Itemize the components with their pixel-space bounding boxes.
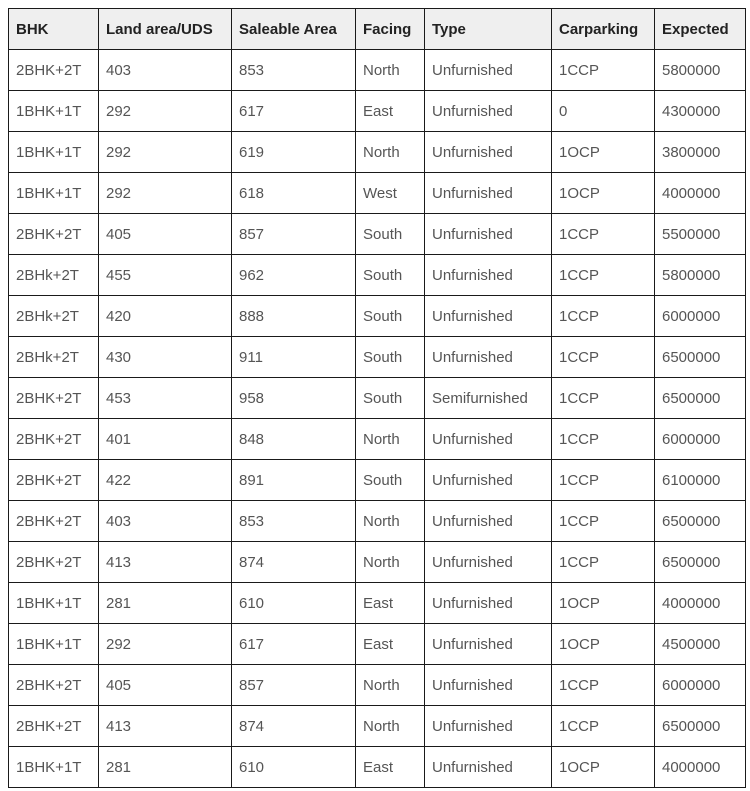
saleable-area-cell: 618 [232,173,356,214]
facing-cell: North [356,706,425,747]
expected-cell: 6500000 [655,337,746,378]
carparking-cell: 1OCP [552,747,655,788]
table-row [9,50,746,91]
bhk-cell: 1BHK+1T [9,624,99,665]
bhk-cell: 2BHk+2T [9,255,99,296]
table-row [9,296,746,337]
type-cell: Unfurnished [425,665,552,706]
land-area-cell: 292 [99,173,232,214]
carparking-cell: 1CCP [552,337,655,378]
saleable-area-cell: 891 [232,460,356,501]
expected-cell: 6100000 [655,460,746,501]
saleable-area-cell: 874 [232,542,356,583]
carparking-cell: 1OCP [552,173,655,214]
bhk-cell: 2BHK+2T [9,501,99,542]
header-row [9,9,746,50]
carparking-cell: 1CCP [552,419,655,460]
carparking-cell: 1CCP [552,460,655,501]
header-type: Type [425,9,552,50]
type-cell: Unfurnished [425,747,552,788]
bhk-cell: 2BHK+2T [9,665,99,706]
expected-cell: 6000000 [655,419,746,460]
carparking-cell: 1CCP [552,706,655,747]
land-area-cell: 413 [99,706,232,747]
bhk-cell: 1BHK+1T [9,173,99,214]
table-row [9,747,746,788]
saleable-area-cell: 888 [232,296,356,337]
bhk-cell: 2BHk+2T [9,296,99,337]
facing-cell: East [356,747,425,788]
type-cell: Unfurnished [425,255,552,296]
table-row [9,542,746,583]
land-area-cell: 403 [99,501,232,542]
carparking-cell: 1OCP [552,132,655,173]
expected-cell: 4000000 [655,583,746,624]
bhk-cell: 2BHK+2T [9,378,99,419]
type-cell: Unfurnished [425,542,552,583]
bhk-cell: 2BHK+2T [9,214,99,255]
header-expected: Expected [655,9,746,50]
type-cell: Unfurnished [425,214,552,255]
land-area-cell: 292 [99,624,232,665]
land-area-cell: 420 [99,296,232,337]
type-cell: Unfurnished [425,583,552,624]
facing-cell: South [356,378,425,419]
saleable-area-cell: 874 [232,706,356,747]
facing-cell: South [356,337,425,378]
facing-cell: East [356,91,425,132]
table-row [9,460,746,501]
expected-cell: 4000000 [655,747,746,788]
type-cell: Unfurnished [425,132,552,173]
type-cell: Unfurnished [425,624,552,665]
expected-cell: 4300000 [655,91,746,132]
saleable-area-cell: 853 [232,501,356,542]
header-facing: Facing [356,9,425,50]
facing-cell: South [356,214,425,255]
type-cell: Unfurnished [425,296,552,337]
land-area-cell: 292 [99,132,232,173]
table-row [9,665,746,706]
expected-cell: 6500000 [655,501,746,542]
carparking-cell: 1CCP [552,214,655,255]
land-area-cell: 453 [99,378,232,419]
expected-cell: 6500000 [655,542,746,583]
land-area-cell: 405 [99,214,232,255]
land-area-cell: 281 [99,583,232,624]
bhk-cell: 2BHK+2T [9,460,99,501]
table-row [9,91,746,132]
bhk-cell: 2BHk+2T [9,337,99,378]
expected-cell: 6000000 [655,296,746,337]
bhk-cell: 1BHK+1T [9,747,99,788]
expected-cell: 6500000 [655,378,746,419]
carparking-cell: 1CCP [552,542,655,583]
table-row [9,255,746,296]
saleable-area-cell: 857 [232,214,356,255]
facing-cell: West [356,173,425,214]
expected-cell: 6000000 [655,665,746,706]
carparking-cell: 1CCP [552,296,655,337]
table-row [9,214,746,255]
facing-cell: North [356,419,425,460]
expected-cell: 4500000 [655,624,746,665]
facing-cell: South [356,460,425,501]
type-cell: Unfurnished [425,706,552,747]
table-row [9,706,746,747]
land-area-cell: 281 [99,747,232,788]
saleable-area-cell: 848 [232,419,356,460]
table-row [9,419,746,460]
carparking-cell: 1CCP [552,255,655,296]
bhk-cell: 1BHK+1T [9,583,99,624]
type-cell: Unfurnished [425,91,552,132]
header-bhk: BHK [9,9,99,50]
expected-cell: 3800000 [655,132,746,173]
type-cell: Semifurnished [425,378,552,419]
facing-cell: North [356,665,425,706]
header-land-area: Land area/UDS [99,9,232,50]
facing-cell: South [356,296,425,337]
table-row [9,337,746,378]
facing-cell: East [356,624,425,665]
table-row [9,501,746,542]
saleable-area-cell: 853 [232,50,356,91]
bhk-cell: 1BHK+1T [9,91,99,132]
facing-cell: North [356,501,425,542]
property-table-container [8,8,746,788]
saleable-area-cell: 911 [232,337,356,378]
header-carparking: Carparking [552,9,655,50]
type-cell: Unfurnished [425,173,552,214]
type-cell: Unfurnished [425,501,552,542]
bhk-cell: 2BHK+2T [9,542,99,583]
table-row [9,583,746,624]
table-header [9,9,746,50]
carparking-cell: 1CCP [552,378,655,419]
carparking-cell: 1OCP [552,583,655,624]
land-area-cell: 455 [99,255,232,296]
saleable-area-cell: 962 [232,255,356,296]
land-area-cell: 405 [99,665,232,706]
saleable-area-cell: 610 [232,747,356,788]
expected-cell: 5800000 [655,255,746,296]
header-saleable-area: Saleable Area [232,9,356,50]
carparking-cell: 1OCP [552,624,655,665]
facing-cell: North [356,50,425,91]
land-area-cell: 401 [99,419,232,460]
saleable-area-cell: 617 [232,91,356,132]
expected-cell: 4000000 [655,173,746,214]
table-row [9,132,746,173]
land-area-cell: 422 [99,460,232,501]
table-row [9,173,746,214]
saleable-area-cell: 617 [232,624,356,665]
facing-cell: North [356,132,425,173]
carparking-cell: 1CCP [552,501,655,542]
table-row [9,378,746,419]
type-cell: Unfurnished [425,460,552,501]
land-area-cell: 430 [99,337,232,378]
table-body [9,50,746,788]
type-cell: Unfurnished [425,337,552,378]
saleable-area-cell: 610 [232,583,356,624]
property-listing-table [8,8,746,788]
land-area-cell: 292 [99,91,232,132]
saleable-area-cell: 857 [232,665,356,706]
saleable-area-cell: 958 [232,378,356,419]
bhk-cell: 2BHK+2T [9,50,99,91]
facing-cell: East [356,583,425,624]
facing-cell: South [356,255,425,296]
bhk-cell: 1BHK+1T [9,132,99,173]
facing-cell: North [356,542,425,583]
bhk-cell: 2BHK+2T [9,706,99,747]
bhk-cell: 2BHK+2T [9,419,99,460]
carparking-cell: 1CCP [552,50,655,91]
type-cell: Unfurnished [425,419,552,460]
land-area-cell: 403 [99,50,232,91]
carparking-cell: 0 [552,91,655,132]
type-cell: Unfurnished [425,50,552,91]
expected-cell: 5500000 [655,214,746,255]
carparking-cell: 1CCP [552,665,655,706]
saleable-area-cell: 619 [232,132,356,173]
expected-cell: 5800000 [655,50,746,91]
expected-cell: 6500000 [655,706,746,747]
land-area-cell: 413 [99,542,232,583]
table-row [9,624,746,665]
